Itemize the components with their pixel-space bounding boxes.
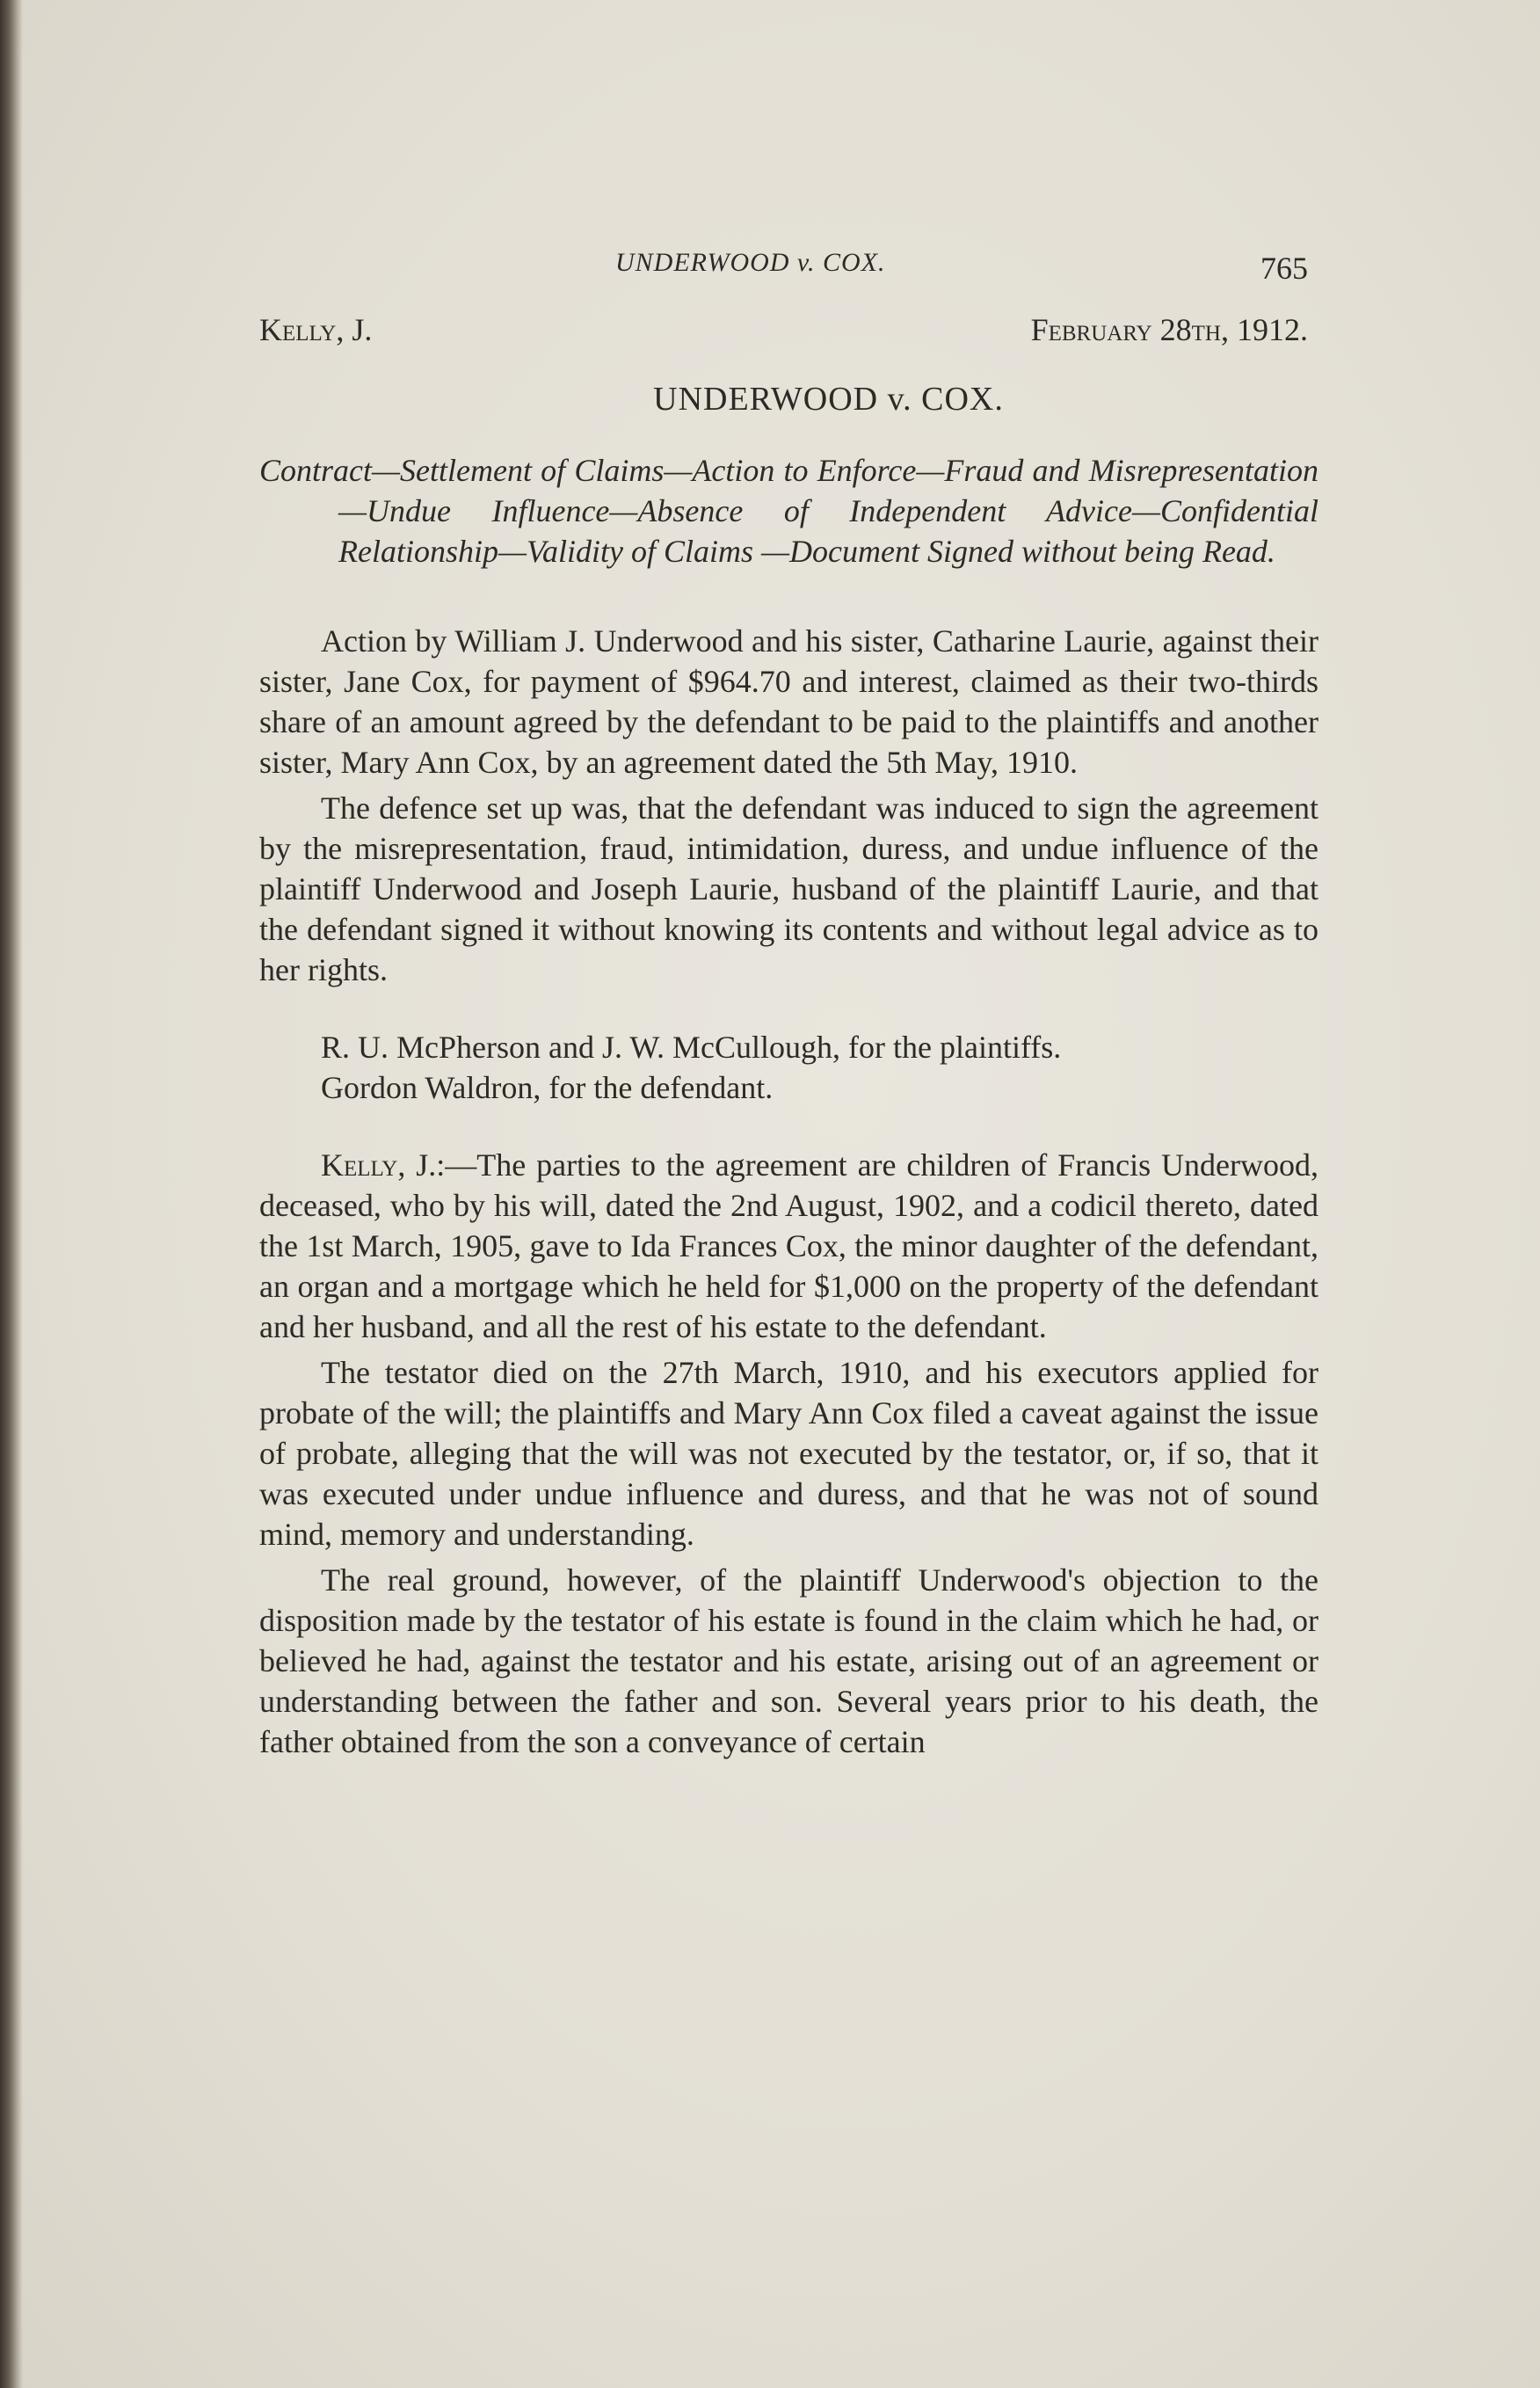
text-block (259, 237, 1318, 1767)
judgment-opening (259, 1145, 1318, 1347)
statement-paragraph: Action by William J. Underwood and his sister, Catharine Laurie, against their sister, Jane Cox, for payment of $964.70 and interest, claimed as their two-thirds share of an amount agreed by the defendant to be paid to the plaintiffs and another sister, Mary Ann Cox, by an agreement dated the 5th May, 1910. (259, 623, 1318, 780)
counsel-block (259, 1027, 1318, 1108)
binding-edge (0, 0, 23, 2388)
running-head-title: UNDERWOOD v. COX. (615, 248, 886, 277)
counsel-defendant: Gordon Waldron, for the defendant. (321, 1070, 774, 1105)
headnote: Contract—Settlement of Claims—Action to Enforce—Fraud and Misrepresentation—Undue Influence—Absence of Independent Advice—Confidential Relationship—Validity of Claims —Document Signed without being Read. (259, 453, 1318, 569)
judgment-paragraph: The real ground, however, of the plaintiff Underwood's objection to the disposition made by the testator of his estate is found in the claim which he had, or believed he had, against the testator and his estate, arising out of an agreement or understanding between the father and son. Several years prior to his death, the father obtained from the son a conveyance of certain (259, 1562, 1318, 1759)
statement-paragraph: The defence set up was, that the defendant was induced to sign the agreement by the misrepresentation, fraud, intimidation, duress, and undue influence of the plaintiff Underwood and Joseph Laurie, husband of the plaintiff Laurie, and that the defendant signed it without knowing its contents and without legal advice as to her rights. (259, 790, 1318, 987)
judgment-judge-name: Kelly, J. (321, 1147, 437, 1183)
judge-line (259, 302, 1318, 364)
counsel-plaintiffs: R. U. McPherson and J. W. McCullough, for the plaintiffs. (321, 1030, 1062, 1065)
page-number: 765 (1260, 251, 1308, 286)
judgment-opening-text: :—The parties to the agreement are children of Francis Underwood, deceased, who by his will, dated the 2nd August, 1902, and a codicil thereto, dated the 1st March, 1905, gave to Ida Frances Cox, the minor daughter of the defendant, an organ and a mortgage which he held for $1,000 on the property of the defendant and her husband, and all the rest of his estate to the defendant. (259, 1147, 1318, 1344)
running-head (259, 237, 1318, 290)
judge-name: Kelly, J. (259, 312, 373, 347)
judgment-paragraph: The testator died on the 27th March, 1910, and his executors applied for probate of the will; the plaintiffs and Mary Ann Cox filed a caveat against the issue of probate, alleging that the will was not executed by the testator, or, if so, that it was executed under undue influence and duress, and that he was not of sound mind, memory and understanding. (259, 1355, 1318, 1552)
judgment-date: February 28th, 1912. (1030, 312, 1308, 347)
case-title: UNDERWOOD v. COX. (653, 381, 1004, 418)
